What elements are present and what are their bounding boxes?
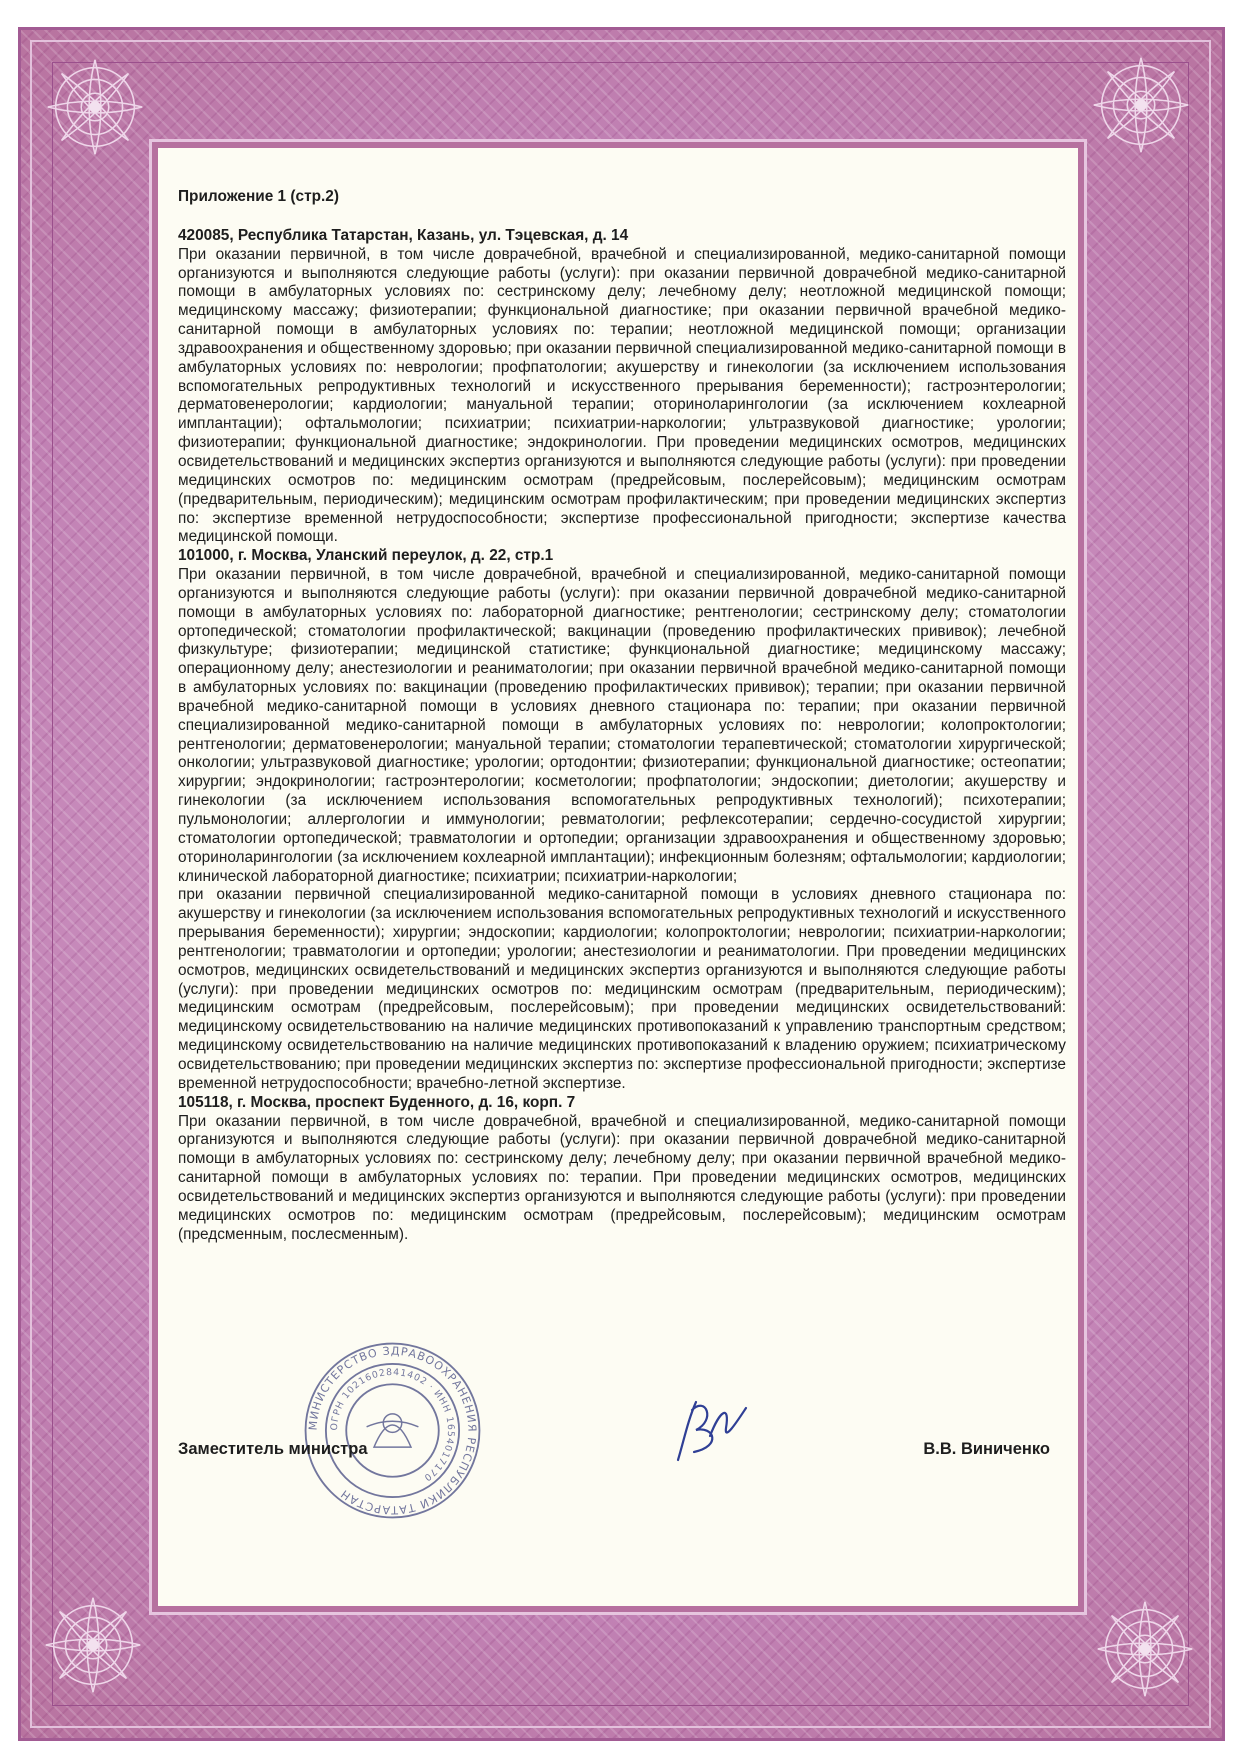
corner-rosette-icon [1082,46,1200,164]
annex-label: Приложение 1 (стр.2) [178,188,339,205]
corner-rosette-icon [36,48,154,166]
corner-rosette-icon [1086,1590,1204,1708]
section-address: 420085, Республика Татарстан, Казань, ул. Тэцевская, д. 14 [178,226,629,244]
section-text: При оказании первичной, в том числе доврачебной, врачебной и специализированной, медико-санитарной помощи организуются и выполняются следующие работы (услуги): при оказании первичной доврачебной медико-санитарной помощи в амбулаторных условиях по: сестринскому делу; лечебному делу; при оказании первичной врачебной медико-санитарной помощи в амбулаторных условиях по: терапии. При проведении медицинских осмотров, медицинских освидетельствований и медицинских экспертиз организуются и выполняются следующие работы (услуги): при проведении медицинских осмотров по: медицинским осмотрам (предрейсовым, послерейсовым); медицинским осмотрам (предсменным, послесменным). [178,1112,1066,1243]
section-text: При оказании первичной, в том числе доврачебной, врачебной и специализированной, медико-санитарной помощи организуются и выполняются следующие работы (услуги): при оказании первичной доврачебной медико-санитарной помощи в амбулаторных условиях по: лабораторной диагностике; рентгенологии; сестринскому делу; стоматологии ортопедической; стоматологии профилактической; вакцинации (проведению профилактических прививок); лечебной физкультуре; физиотерапии; медицинской статистике; функциональной диагностике; медицинскому массажу; операционному делу; анестезиологии и реаниматологии; при оказании первичной врачебной медико-санитарной помощи в амбулаторных условиях по: вакцинации (проведению профилактических прививок); терапии; при оказании первичной врачебной медико-санитарной помощи в условиях дневного стационара по: терапии; при оказании первичной специализированной медико-санитарной помощи в амбулаторных условиях по: неврологии; колопроктологии; рентгенологии; дерматовенерологии; мануальной терапии; стоматологии терапевтической; стоматологии хирургической; онкологии; ультразвуковой диагностике; урологии; ортодонтии; физиотерапии; функциональной диагностике; остеопатии; хирургии; эндокринологии; гастроэнтерологии; косметологии; профпатологии; эндоскопии; диетологии; акушерству и гинекологии (за исключением использования вспомогательных репродуктивных технологий); психотерапии; пульмонологии; аллергологии и иммунологии; ревматологии; рефлексотерапии; сердечно-сосудистой хирургии; стоматологии ортопедической; травматологии и ортопедии; организации здравоохранения и общественному здоровью; оториноларингологии (за исключением кохлеарной имплантации); инфекционным болезням; офтальмологии; кардиологии; клинической лабораторной диагностике; психиатрии; психиатрии-наркологии; [178,566,1066,885]
section-text: при оказании первичной специализированной медико-санитарной помощи в условиях дневного стационара по: акушерству и гинекологии (за исключением использования вспомогательных репродуктивных технологий и искусственного прерывания беременности); хирургии; эндоскопии; кардиологии; колопроктологии; неврологии; психиатрии-наркологии; рентгенологии; травматологии и ортопедии; урологии; анестезиологии и реаниматологии. При проведении медицинских осмотров, медицинских освидетельствований и медицинских экспертиз организуются и выполняются следующие работы (услуги): при проведении медицинских осмотров по: медицинским осмотрам (предварительным, периодическим); медицинским осмотрам (предрейсовым, послерейсовым); при проведении медицинских освидетельствований: медицинскому освидетельствованию на наличие медицинских противопоказаний к управлению транспортным средством; медицинскому освидетельствованию на наличие медицинских противопоказаний к владению оружием; психиатрическому освидетельствованию; при проведении медицинских экспертиз по: экспертизе профессиональной пригодности; экспертизе временной нетрудоспособности; врачебно-летной экспертизе. [178,886,1066,1092]
svg-text:ОГРН 1021602841402 · ИНН 16540: ОГРН 1021602841402 · ИНН 1654017170 [328,1366,457,1484]
official-seal-icon [300,1338,485,1523]
signer-name: В.В. Виниченко [923,1440,1050,1458]
document-body [178,188,1066,1244]
signature-row [178,1440,1066,1470]
section-text: При оказании первичной, в том числе доврачебной, врачебной и специализированной, медико-санитарной помощи организуются и выполняются следующие работы (услуги): при оказании первичной доврачебной медико-санитарной помощи в амбулаторных условиях по: сестринскому делу; лечебному делу; неотложной медицинской помощи; медицинскому массажу; физиотерапии; функциональной диагностике; при оказании первичной врачебной медико-санитарной помощи в амбулаторных условиях по: терапии; неотложной медицинской помощи; организации здравоохранения и общественному здоровью; при оказании первичной специализированной медико-санитарной помощи в амбулаторных условиях по: неврологии; профпатологии; акушерству и гинекологии (за исключением использования вспомогательных репродуктивных технологий и искусственного прерывания беременности); гастроэнтерологии; дерматовенерологии; кардиологии; мануальной терапии; оториноларингологии (за исключением кохлеарной имплантации); офтальмологии; психиатрии; психиатрии-наркологии; ультразвуковой диагностике; урологии; физиотерапии; функциональной диагностике; эндокринологии. При проведении медицинских осмотров, медицинских освидетельствований и медицинских экспертиз организуются и выполняются следующие работы (услуги): при проведении медицинских осмотров по: медицинским осмотрам (предрейсовым, послерейсовым); медицинским осмотрам (предварительным, периодическим); медицинским осмотрам профилактическим; при проведении медицинских экспертиз по: экспертизе временной нетрудоспособности; экспертизе профессиональной пригодности; экспертизе качества медицинской помощи. [178,245,1066,546]
signer-position: Заместитель министра [178,1440,368,1458]
corner-rosette-icon [34,1586,152,1704]
svg-text:МИНИСТЕРСТВО ЗДРАВООХРАНЕНИЯ Р: МИНИСТЕРСТВО ЗДРАВООХРАНЕНИЯ РЕСПУБЛИКИ ТАТАРСТАН [306,1344,479,1517]
section-address: 105118, г. Москва, проспект Буденного, д. 16, корп. 7 [178,1093,576,1111]
section-address: 101000, г. Москва, Уланский переулок, д. 22, стр.1 [178,547,554,565]
